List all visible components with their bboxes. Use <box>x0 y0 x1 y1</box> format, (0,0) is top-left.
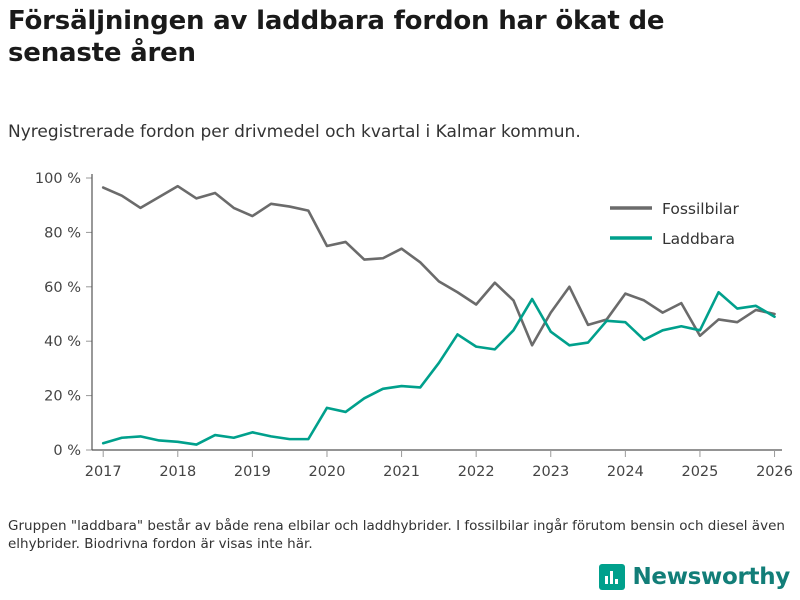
legend-label: Fossilbilar <box>662 200 739 218</box>
legend-label: Laddbara <box>662 230 736 248</box>
x-tick-label: 2020 <box>308 464 346 480</box>
y-tick-label: 100 % <box>34 171 81 187</box>
brand-name: Newsworthy <box>632 564 790 590</box>
x-tick-label: 2021 <box>383 464 421 480</box>
x-tick-label: 2019 <box>233 464 271 480</box>
chart-footnote: Gruppen "laddbara" består av både rena elbilar och laddhybrider. I fossilbilar ingår förutom bensin och diesel även elhybrider. Biodrivna fordon är visas inte här. <box>8 518 785 552</box>
x-tick-label: 2022 <box>457 464 495 480</box>
chart-legend <box>610 200 740 248</box>
x-tick-label: 2026 <box>756 464 793 480</box>
x-tick-label: 2018 <box>159 464 197 480</box>
brand-logo <box>599 564 790 590</box>
chart-subtitle: Nyregistrerade fordon per drivmedel och kvartal i Kalmar kommun. <box>8 122 581 142</box>
x-tick-label: 2017 <box>84 464 122 480</box>
x-tick-label: 2024 <box>606 464 644 480</box>
series-lines <box>103 186 774 444</box>
x-tick-label: 2023 <box>532 464 570 480</box>
line-chart <box>0 160 800 490</box>
y-tick-label: 20 % <box>44 388 81 405</box>
bar-chart-icon <box>599 564 625 590</box>
y-tick-label: 40 % <box>44 334 81 351</box>
y-tick-label: 60 % <box>44 279 81 296</box>
y-axis <box>35 171 92 459</box>
y-tick-label: 0 % <box>53 443 81 459</box>
page-title: Försäljningen av laddbara fordon har ökat de senaste åren <box>8 6 665 68</box>
x-tick-label: 2025 <box>681 464 719 480</box>
y-tick-label: 80 % <box>44 225 81 242</box>
chart-container <box>0 160 800 490</box>
series-line-laddbara <box>103 292 774 444</box>
x-axis <box>85 450 793 480</box>
